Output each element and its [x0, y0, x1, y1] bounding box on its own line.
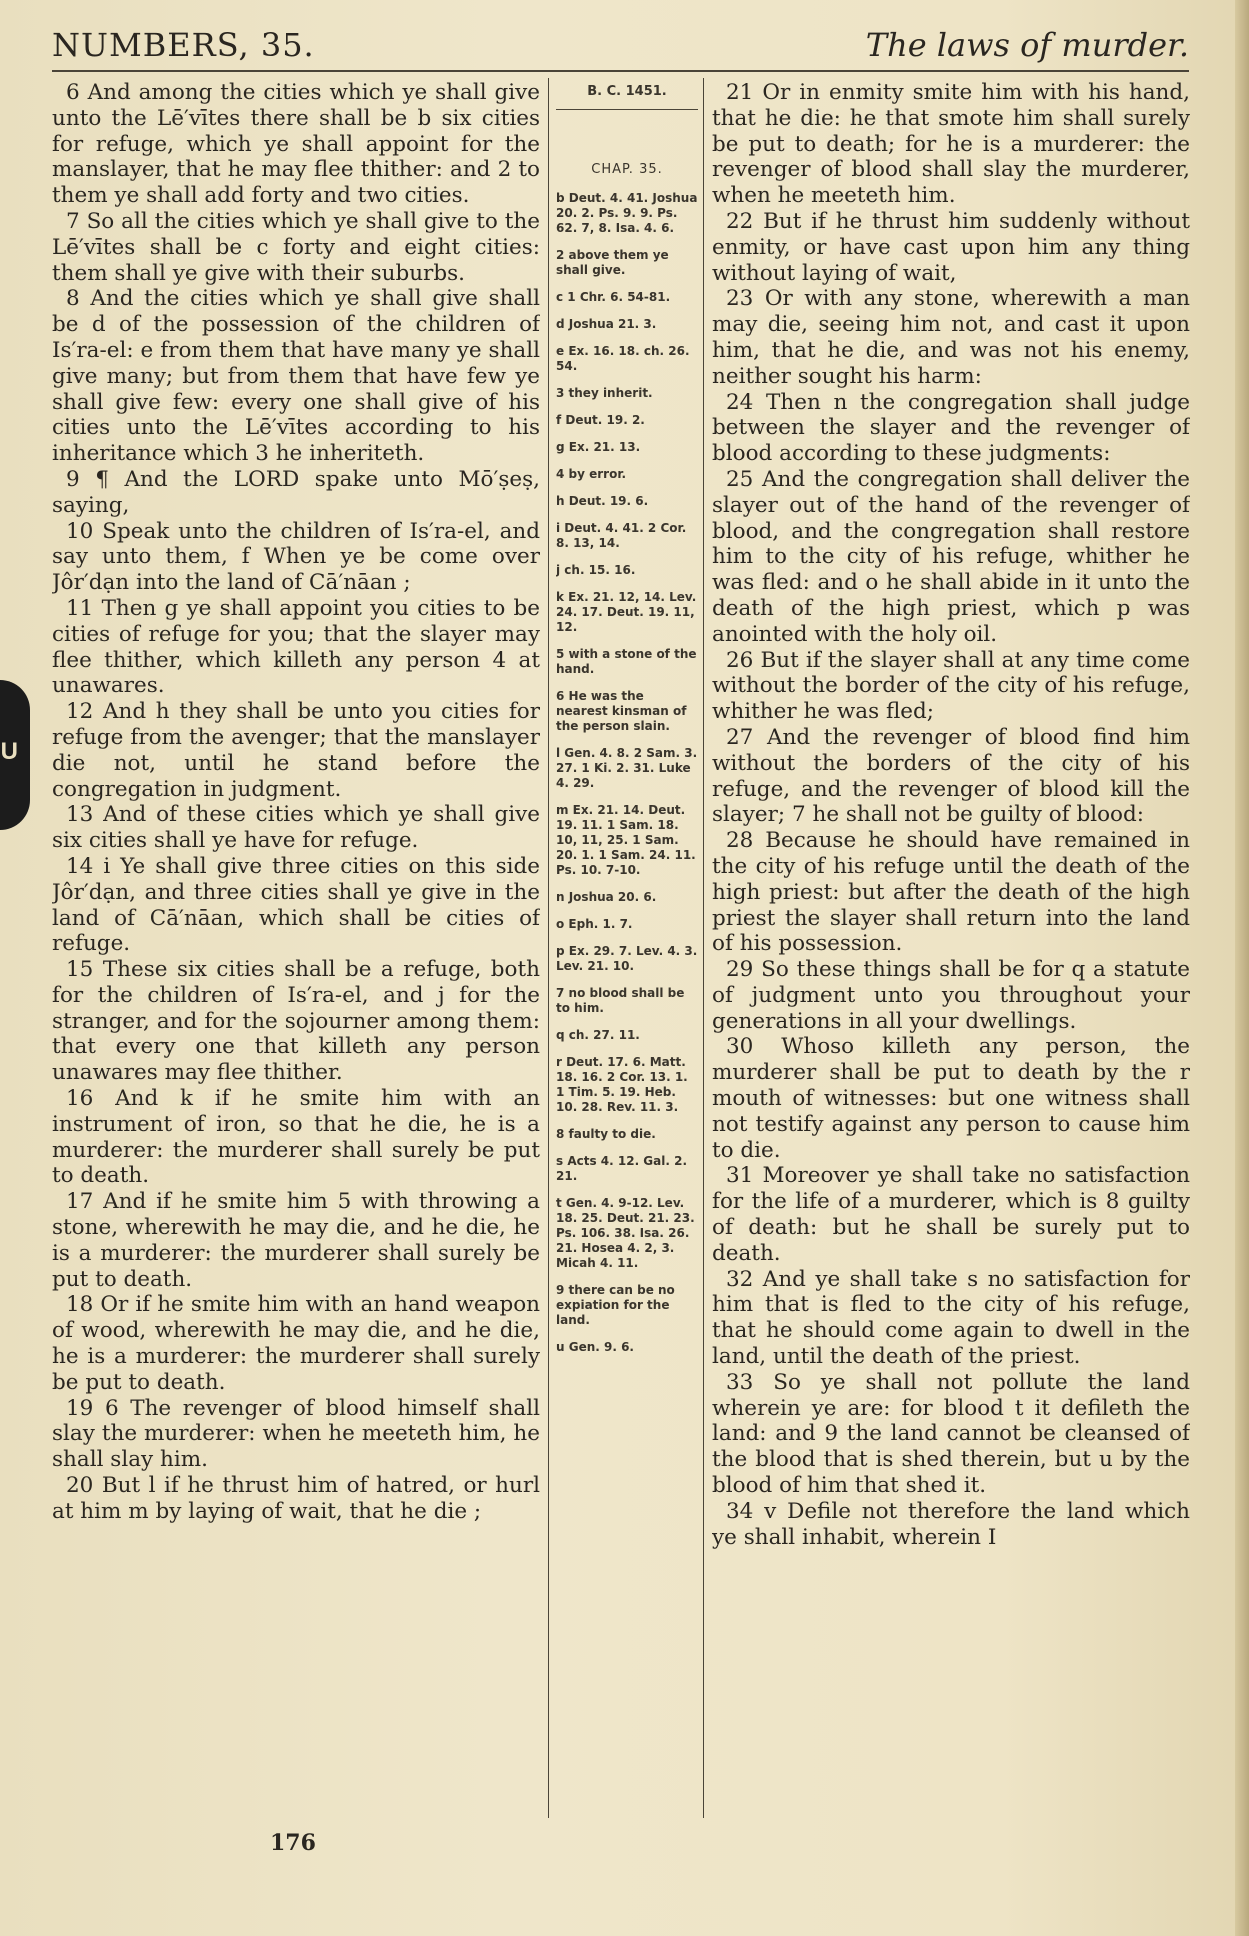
margin-note: r Deut. 17. 6. Matt. 18. 16. 2 Cor. 13. 1. 1 Tim. 5. 19. Heb. 10. 28. Rev. 11. 3.	[556, 1055, 688, 1114]
margin-references	[556, 80, 698, 1820]
verse: 29 So these things shall be for q a statute of judgment unto you throughout your generations in all your dwellings.	[712, 957, 1190, 1034]
verse: 31 Moreover ye shall take no satisfaction for the life of a murderer, which is 8 guilty of death: but he shall be surely put to death.	[712, 1163, 1190, 1266]
margin-note: n Joshua 20. 6.	[556, 890, 657, 904]
verse: 9 ¶ And the LORD spake unto Mō′ṣeṣ, saying,	[52, 466, 540, 518]
running-header	[52, 22, 1189, 72]
verse: 11 Then g ye shall appoint you cities to be cities of refuge for you; that the slayer may flee thither, which killeth any person 4 at unawares.	[52, 595, 540, 699]
thumb-index-tab	[0, 680, 30, 830]
page-number: 176	[270, 1830, 316, 1856]
margin-note: i Deut. 4. 41. 2 Cor. 8. 13, 14.	[556, 521, 687, 550]
margin-note: 7 no blood shall be to him.	[556, 986, 685, 1015]
verse: 6 And among the cities which ye shall give unto the Lē′vītes there shall be b six cities for refuge, which ye shall appoint for the manslayer, that he may flee thither: and 2 to them ye shall add forty and two cities.	[52, 80, 540, 209]
verse: 33 So ye shall not pollute the land wherein ye are: for blood t it defileth the land: and 9 the land cannot be cleansed of the blood that is shed therein, but u by the blood of him that shed it.	[712, 1369, 1190, 1499]
verse: 19 6 The revenger of blood himself shall slay the murderer: when he meeteth him, he shall slay him.	[52, 1395, 540, 1473]
margin-note: p Ex. 29. 7. Lev. 4. 3. Lev. 21. 10.	[556, 944, 698, 973]
column-divider	[548, 78, 549, 1818]
book-chapter-heading: NUMBERS, 35.	[52, 26, 315, 64]
margin-note: f Deut. 19. 2.	[556, 413, 645, 427]
verse: 34 v Defile not therefore the land which ye shall inhabit, wherein I	[712, 1498, 1190, 1550]
verse: 17 And if he smite him 5 with throwing a stone, wherewith he may die, and he die, he is a murderer: the murderer shall surely be put to death.	[52, 1189, 540, 1292]
margin-note: e Ex. 16. 18. ch. 26. 54.	[556, 344, 690, 373]
margin-note: q ch. 27. 11.	[556, 1028, 640, 1042]
margin-note: j ch. 15. 16.	[556, 563, 636, 577]
margin-date: B. C. 1451.	[556, 80, 698, 110]
topic-heading: The laws of murder.	[865, 26, 1189, 64]
verse: 22 But if he thrust him suddenly without enmity, or have cast upon him any thing without laying of wait,	[712, 208, 1190, 286]
margin-note: s Acts 4. 12. Gal. 2. 21.	[556, 1154, 688, 1183]
verse: 20 But l if he thrust him of hatred, or hurl at him m by laying of wait, that he die ;	[52, 1473, 540, 1524]
margin-note: k Ex. 21. 12, 14. Lev. 24. 17. Deut. 19. 11, 12.	[556, 590, 697, 634]
verse: 27 And the revenger of blood find him without the borders of the city of his refuge, and the revenger of blood kill the slayer; 7 he shall not be guilty of blood:	[712, 724, 1190, 828]
verse: 8 And the cities which ye shall give shall be d of the possession of the children of Is′ra-el: e from them that have many ye shall give many; but from them that have few ye shall give few: every one shall give of his cities unto the Lē′vītes according to his inheritance which 3 he inheriteth.	[52, 286, 540, 467]
verse: 18 Or if he smite him with an hand weapon of wood, wherewith he may die, and he die, he is a murderer: the murderer shall surely be put to death.	[52, 1292, 540, 1395]
margin-note: 5 with a stone of the hand.	[556, 647, 697, 676]
margin-note: t Gen. 4. 9-12. Lev. 18. 25. Deut. 21. 23. Ps. 106. 38. Isa. 26. 21. Hosea 4. 2, 3. Micah 4. 11.	[556, 1196, 695, 1270]
left-text-column	[52, 80, 540, 1820]
page-edge	[1235, 0, 1249, 1936]
verse: 13 And of these cities which ye shall give six cities shall ye have for refuge.	[52, 802, 540, 854]
margin-note: l Gen. 4. 8. 2 Sam. 3. 27. 1 Ki. 2. 31. Luke 4. 29.	[556, 746, 698, 790]
verse: 28 Because he should have remained in the city of his refuge until the death of the high priest: but after the death of the high priest the slayer shall return into the land of his possession.	[712, 828, 1190, 957]
verse: 15 These six cities shall be a refuge, both for the children of Is′ra-el, and j for the stranger, and for the sojourner among them: that every one that killeth any person unawares may flee thither.	[52, 957, 540, 1086]
verse: 25 And the congregation shall deliver the slayer out of the hand of the revenger of blood, and the congregation shall restore him to the city of his refuge, whither he was fled: and o he shall abide in it unto the death of the high priest, which p was anointed with the holy oil.	[712, 466, 1190, 647]
margin-note: o Eph. 1. 7.	[556, 917, 633, 931]
verse: 23 Or with any stone, wherewith a man may die, seeing him not, and cast it upon him, that he die, and was not his enemy, neither sought his harm:	[712, 286, 1190, 389]
margin-note: 2 above them ye shall give.	[556, 248, 669, 277]
margin-chapter: CHAP. 35.	[591, 162, 663, 177]
margin-note: d Joshua 21. 3.	[556, 317, 657, 331]
margin-note: u Gen. 9. 6.	[556, 1340, 634, 1354]
verse: 32 And ye shall take s no satisfaction for him that is fled to the city of his refuge, that he should come again to dwell in the land, until the death of the priest.	[712, 1266, 1190, 1370]
verse: 26 But if the slayer shall at any time come without the border of the city of his refuge, whither he was fled;	[712, 647, 1190, 725]
thumb-index-letter: U	[0, 738, 18, 765]
margin-note: g Ex. 21. 13.	[556, 440, 641, 454]
column-divider	[703, 78, 704, 1818]
right-text-column	[712, 80, 1190, 1820]
margin-note: c 1 Chr. 6. 54-81.	[556, 290, 671, 304]
verse: 14 i Ye shall give three cities on this side Jôr′dạn, and three cities shall ye give in the land of Cā′nāan, which shall be cities of refuge.	[52, 853, 540, 957]
margin-note: m Ex. 21. 14. Deut. 19. 11. 1 Sam. 18. 10, 11, 25. 1 Sam. 20. 1. 1 Sam. 24. 11. Ps. 10. 7-10.	[556, 803, 696, 877]
verse: 30 Whoso killeth any person, the murderer shall be put to death by the r mouth of witnesses: but one witness shall not testify against any person to cause him to die.	[712, 1034, 1190, 1163]
margin-note: 4 by error.	[556, 467, 627, 481]
verse: 16 And k if he smite him with an instrument of iron, so that he die, he is a murderer: the murderer shall surely be put to death.	[52, 1086, 540, 1189]
verse: 24 Then n the congregation shall judge between the slayer and the revenger of blood according to these judgments:	[712, 389, 1190, 467]
margin-note: b Deut. 4. 41. Joshua 20. 2. Ps. 9. 9. Ps. 62. 7, 8. Isa. 4. 6.	[556, 191, 698, 235]
margin-note: 8 faulty to die.	[556, 1127, 656, 1141]
margin-note: 9 there can be no expiation for the land.	[556, 1283, 675, 1327]
verse: 21 Or in enmity smite him with his hand, that he die: he that smote him shall surely be put to death; for he is a murderer: the revenger of blood shall slay the murderer, when he meeteth him.	[712, 80, 1190, 209]
verse: 7 So all the cities which ye shall give to the Lē′vītes shall be c forty and eight cities: them shall ye give with their suburbs.	[52, 208, 540, 286]
verse: 10 Speak unto the children of Is′ra-el, and say unto them, f When ye be come over Jôr′dạn into the land of Cā′nāan ;	[52, 518, 540, 596]
margin-note: h Deut. 19. 6.	[556, 494, 649, 508]
margin-note: 6 He was the nearest kinsman of the person slain.	[556, 689, 687, 733]
verse: 12 And h they shall be unto you cities for refuge from the avenger; that the manslayer die not, until he stand before the congregation in judgment.	[52, 699, 540, 802]
margin-note: 3 they inherit.	[556, 386, 653, 400]
